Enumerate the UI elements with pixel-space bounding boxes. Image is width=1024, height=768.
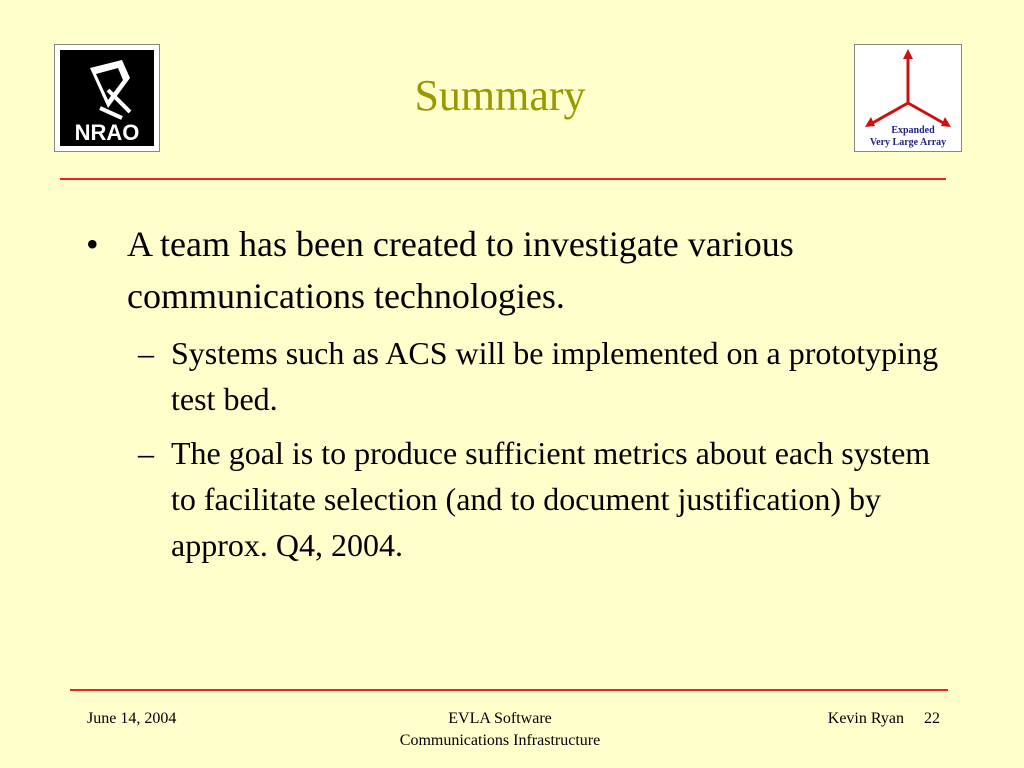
sub-bullet-item (86, 330, 956, 422)
page-number: 22 (924, 710, 940, 727)
footer-divider (70, 689, 948, 691)
footer-center-line1: EVLA Software (448, 710, 552, 727)
title-divider (60, 178, 946, 180)
sub-bullet-marker: – (138, 335, 154, 371)
sub-bullet-text: Systems such as ACS will be implemented on a prototyping test bed. (171, 335, 939, 417)
svg-text:NRAO: NRAO (74, 120, 140, 145)
footer-author: Kevin Ryan (827, 710, 904, 727)
bullet-item (86, 218, 956, 322)
slide-title: Summary (414, 71, 586, 120)
footer-center-line2: Communications Infrastructure (399, 732, 601, 749)
sub-bullet-text: The goal is to produce sufficient metrics about each system to facilitate selection (and to document justification) by approx. Q4, 2004. (171, 435, 931, 563)
evla-logo (854, 44, 962, 152)
sub-bullet-marker: – (138, 435, 154, 471)
slide-body (86, 218, 956, 568)
footer-right (760, 708, 940, 730)
svg-text:Very Large Array: Very Large Array (869, 137, 947, 148)
footer-date: June 14, 2004 (87, 710, 177, 727)
evla-wye-icon (855, 45, 961, 151)
bullet-text: A team has been created to investigate various communications technologies. (127, 224, 794, 316)
bullet-marker: • (86, 224, 99, 264)
footer-center (350, 708, 650, 752)
sub-bullet-item (86, 430, 956, 568)
svg-text:Expanded: Expanded (891, 125, 935, 136)
